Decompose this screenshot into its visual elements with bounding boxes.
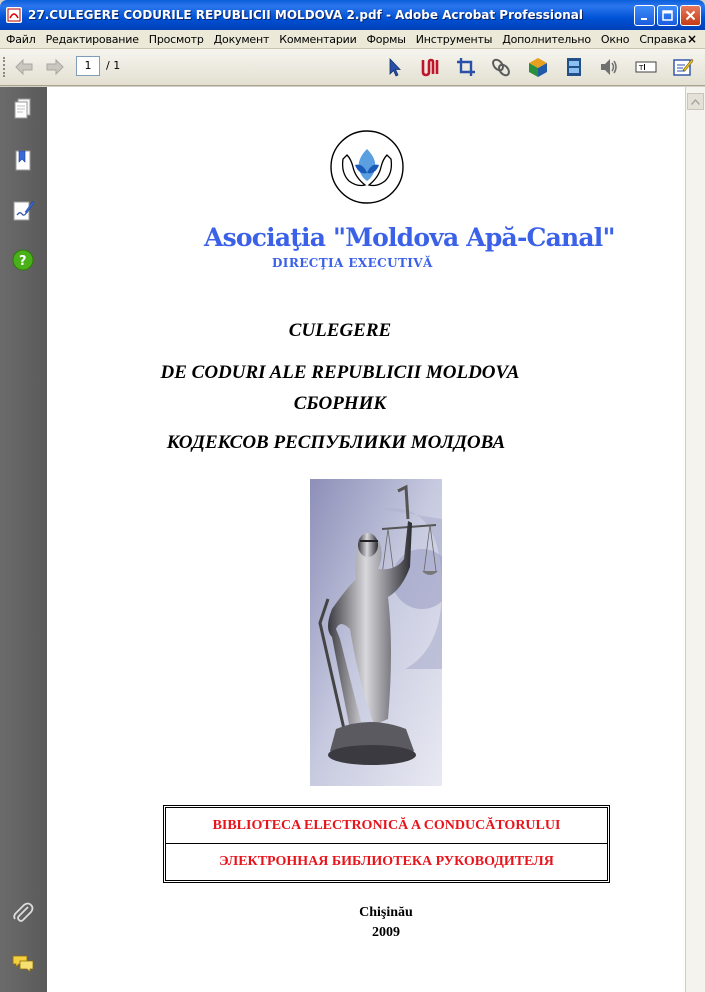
signatures-icon[interactable]: [11, 198, 35, 222]
title-coduri: DE CODURI ALE REPUBLICII MOLDOVA: [160, 362, 520, 383]
pdf-page: [47, 87, 685, 992]
close-document-button[interactable]: ×: [686, 32, 697, 46]
title-kodeksov: КОДЕКСОВ РЕСПУБЛИКИ МОЛДОВА: [166, 432, 506, 453]
page-number-input[interactable]: 1: [76, 56, 100, 76]
menu-document[interactable]: Документ: [213, 32, 270, 46]
menu-advanced[interactable]: Дополнительно: [502, 32, 591, 46]
forward-arrow-icon[interactable]: [45, 58, 65, 76]
attachments-icon[interactable]: [11, 901, 35, 925]
minimize-icon: [640, 11, 650, 21]
maximize-icon: [662, 10, 673, 21]
link-tool-icon[interactable]: [490, 56, 512, 78]
navigation-pane: [0, 87, 47, 992]
publication-city: Chişinău: [359, 905, 413, 920]
publication-year: 2009: [372, 925, 400, 940]
pages-icon[interactable]: [11, 97, 35, 121]
menu-view[interactable]: Просмотр: [148, 32, 204, 46]
library-table: [163, 805, 610, 883]
vertical-scrollbar[interactable]: [685, 87, 705, 992]
scroll-up-button[interactable]: [687, 93, 704, 110]
maximize-button[interactable]: [657, 5, 678, 26]
menu-edit[interactable]: Редактирование: [45, 32, 139, 46]
organization-subtitle: DIRECŢIA EXECUTIVĂ: [272, 256, 433, 270]
movie-tool-icon[interactable]: [563, 56, 585, 78]
close-button[interactable]: [680, 5, 701, 26]
select-tool-icon[interactable]: [384, 56, 406, 78]
menu-file[interactable]: Файл: [6, 32, 36, 46]
title-culegere: CULEGERE: [288, 320, 392, 341]
menu-tools[interactable]: Инструменты: [415, 32, 493, 46]
menu-comments[interactable]: Комментарии: [279, 32, 357, 46]
chevron-up-icon: [691, 99, 700, 105]
toolbar-grip[interactable]: [3, 57, 6, 77]
menu-bar: [0, 30, 705, 49]
comments-icon[interactable]: [11, 951, 35, 975]
back-arrow-icon[interactable]: [14, 58, 34, 76]
bookmarks-icon[interactable]: [11, 149, 35, 173]
svg-text:T: T: [639, 64, 644, 72]
3d-tool-icon[interactable]: [527, 56, 549, 78]
help-icon[interactable]: [11, 248, 35, 272]
library-title-ro: BIBLIOTECA ELECTRONICĂ A CONDUCĂTORULUI: [166, 808, 607, 844]
organization-name: Asociaţia "Moldova Apă-Canal": [204, 223, 615, 252]
library-title-ru: ЭЛЕКТРОННАЯ БИБЛИОТЕКА РУКОВОДИТЕЛЯ: [219, 854, 554, 869]
text-field-icon[interactable]: [635, 56, 657, 78]
typewriter-tool-icon[interactable]: [419, 56, 441, 78]
toolbar: [0, 49, 705, 86]
title-bar[interactable]: [0, 0, 705, 30]
sound-tool-icon[interactable]: [598, 56, 620, 78]
menu-window[interactable]: Окно: [600, 32, 630, 46]
crop-tool-icon[interactable]: [455, 56, 477, 78]
minimize-button[interactable]: [634, 5, 655, 26]
window-title: 27.CULEGERE CODURILE REPUBLICII MOLDOVA 2.pdf - Adobe Acrobat Professional: [28, 8, 584, 22]
close-icon: [685, 10, 696, 21]
menu-forms[interactable]: Формы: [366, 32, 406, 46]
page-total: / 1: [106, 59, 121, 72]
lady-justice-illustration: [310, 479, 442, 786]
association-logo-icon: [329, 129, 405, 205]
acrobat-pdf-icon: [6, 7, 22, 23]
title-sbornik: СБОРНИК: [293, 393, 387, 414]
svg-text:?: ?: [19, 254, 27, 269]
document-sign-icon[interactable]: [672, 56, 694, 78]
menu-help[interactable]: Справка: [639, 32, 687, 46]
